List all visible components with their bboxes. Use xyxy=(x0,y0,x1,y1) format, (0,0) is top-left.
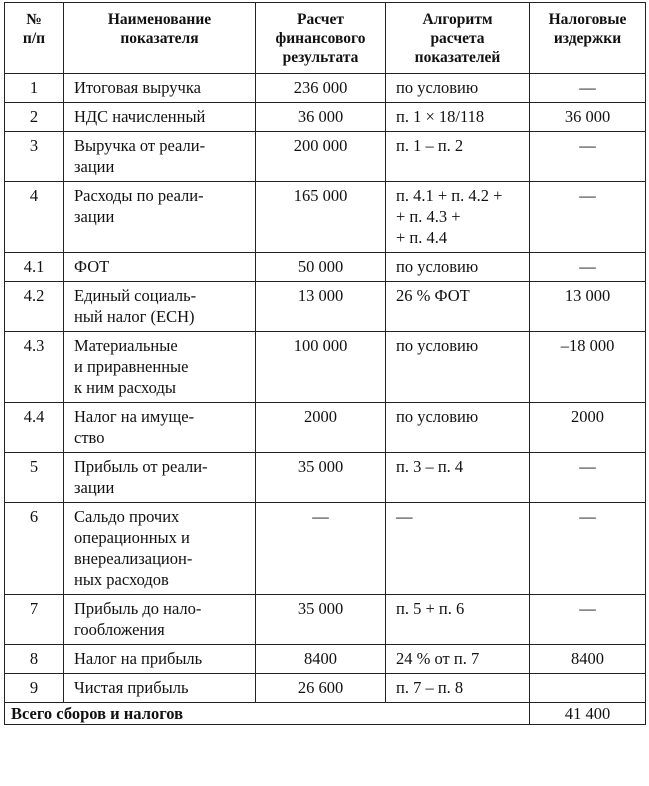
table-row xyxy=(5,595,646,645)
cell-tax: — xyxy=(530,595,646,645)
cell-alg: п. 3 – п. 4 xyxy=(386,453,530,503)
cell-name: Расходы по реали- зации xyxy=(64,182,256,253)
cell-tax: — xyxy=(530,503,646,595)
total-label: Всего сборов и налогов xyxy=(5,703,530,725)
cell-alg: п. 7 – п. 8 xyxy=(386,674,530,703)
cell-tax: 36 000 xyxy=(530,103,646,132)
cell-num: 4.1 xyxy=(5,253,64,282)
table-row xyxy=(5,253,646,282)
cell-name: Итоговая выручка xyxy=(64,74,256,103)
cell-calc: 165 000 xyxy=(256,182,386,253)
cell-num: 8 xyxy=(5,645,64,674)
cell-calc: — xyxy=(256,503,386,595)
cell-num: 6 xyxy=(5,503,64,595)
cell-tax: — xyxy=(530,132,646,182)
cell-num: 3 xyxy=(5,132,64,182)
cell-tax: — xyxy=(530,453,646,503)
header-num: № п/п xyxy=(5,3,64,74)
table-row xyxy=(5,182,646,253)
cell-alg: 26 % ФОТ xyxy=(386,282,530,332)
header-row xyxy=(5,3,646,74)
table-row xyxy=(5,132,646,182)
table-row xyxy=(5,645,646,674)
total-row xyxy=(5,703,646,725)
table-row xyxy=(5,332,646,403)
cell-alg: — xyxy=(386,503,530,595)
header-calc: Расчет финансового результата xyxy=(256,3,386,74)
cell-name: Выручка от реали- зации xyxy=(64,132,256,182)
cell-alg: по условию xyxy=(386,332,530,403)
table-row xyxy=(5,674,646,703)
cell-alg: по условию xyxy=(386,74,530,103)
cell-name: Единый социаль- ный налог (ЕСН) xyxy=(64,282,256,332)
cell-name: НДС начисленный xyxy=(64,103,256,132)
cell-alg: по условию xyxy=(386,403,530,453)
cell-alg: п. 5 + п. 6 xyxy=(386,595,530,645)
tax-calculation-table xyxy=(4,2,646,725)
cell-calc: 100 000 xyxy=(256,332,386,403)
cell-tax: — xyxy=(530,182,646,253)
cell-tax: 2000 xyxy=(530,403,646,453)
cell-num: 4 xyxy=(5,182,64,253)
header-name: Наименование показателя xyxy=(64,3,256,74)
cell-alg: п. 1 – п. 2 xyxy=(386,132,530,182)
cell-alg: 24 % от п. 7 xyxy=(386,645,530,674)
cell-calc: 13 000 xyxy=(256,282,386,332)
cell-alg: п. 4.1 + п. 4.2 + + п. 4.3 + + п. 4.4 xyxy=(386,182,530,253)
cell-calc: 200 000 xyxy=(256,132,386,182)
cell-alg: по условию xyxy=(386,253,530,282)
cell-name: Налог на имуще- ство xyxy=(64,403,256,453)
table-body xyxy=(5,74,646,703)
cell-alg: п. 1 × 18/118 xyxy=(386,103,530,132)
cell-tax xyxy=(530,674,646,703)
table-row xyxy=(5,103,646,132)
total-tax: 41 400 xyxy=(530,703,646,725)
cell-num: 7 xyxy=(5,595,64,645)
header-tax: Налоговые издержки xyxy=(530,3,646,74)
cell-calc: 50 000 xyxy=(256,253,386,282)
cell-calc: 8400 xyxy=(256,645,386,674)
cell-name: Материальные и приравненные к ним расходы xyxy=(64,332,256,403)
cell-name: Налог на прибыль xyxy=(64,645,256,674)
cell-tax: 13 000 xyxy=(530,282,646,332)
cell-calc: 35 000 xyxy=(256,595,386,645)
cell-calc: 236 000 xyxy=(256,74,386,103)
cell-num: 9 xyxy=(5,674,64,703)
table-row xyxy=(5,503,646,595)
cell-num: 2 xyxy=(5,103,64,132)
cell-tax: — xyxy=(530,253,646,282)
cell-name: Прибыль от реали- зации xyxy=(64,453,256,503)
header-alg: Алгоритм расчета показателей xyxy=(386,3,530,74)
table-row xyxy=(5,74,646,103)
cell-name: Сальдо прочих операционных и внереализацион- ных расходов xyxy=(64,503,256,595)
cell-name: ФОТ xyxy=(64,253,256,282)
cell-calc: 2000 xyxy=(256,403,386,453)
cell-num: 4.3 xyxy=(5,332,64,403)
table-row xyxy=(5,453,646,503)
cell-tax: 8400 xyxy=(530,645,646,674)
cell-tax: –18 000 xyxy=(530,332,646,403)
cell-calc: 26 600 xyxy=(256,674,386,703)
cell-tax: — xyxy=(530,74,646,103)
cell-calc: 35 000 xyxy=(256,453,386,503)
cell-num: 1 xyxy=(5,74,64,103)
cell-num: 5 xyxy=(5,453,64,503)
table-row xyxy=(5,282,646,332)
cell-num: 4.4 xyxy=(5,403,64,453)
cell-name: Прибыль до нало- гообложения xyxy=(64,595,256,645)
cell-name: Чистая прибыль xyxy=(64,674,256,703)
table-row xyxy=(5,403,646,453)
cell-num: 4.2 xyxy=(5,282,64,332)
cell-calc: 36 000 xyxy=(256,103,386,132)
